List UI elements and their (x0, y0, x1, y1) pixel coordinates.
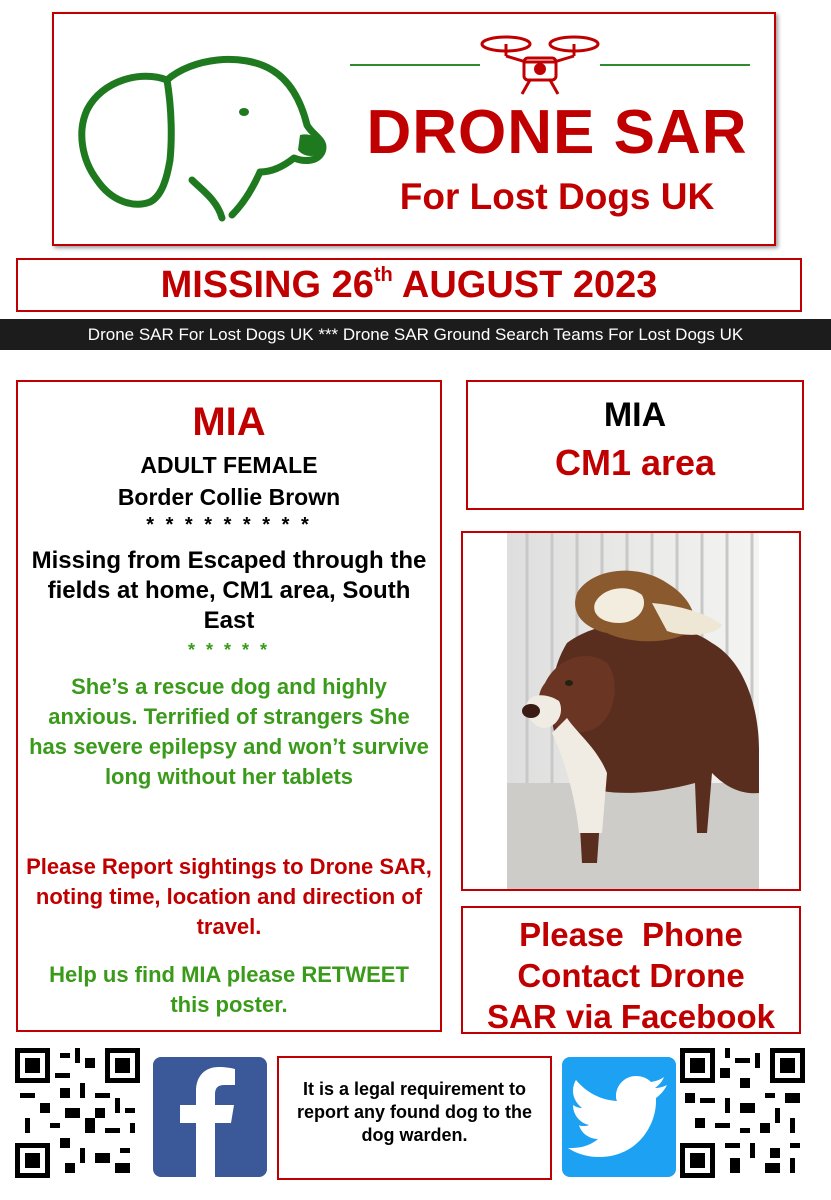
report-instructions: Please Report sightings to Drone SAR, noting time, location and direction of travel. (26, 854, 432, 939)
retweet-request: Help us find MIA please RETWEET this poster. (49, 962, 409, 1017)
pet-age-sex: ADULT FEMALE (140, 452, 318, 478)
separator-stars: * * * * * * * * * (146, 514, 312, 536)
contact-line-3: SAR via Facebook (487, 998, 775, 1035)
divider-line-left (350, 64, 480, 66)
legal-notice-box (277, 1056, 552, 1180)
details-panel (16, 380, 442, 1032)
contact-line-1: Please Phone (519, 916, 743, 953)
pet-name: MIA (192, 400, 266, 444)
missing-date-suffix: AUGUST 2023 (392, 264, 658, 306)
summary-name: MIA (603, 396, 667, 434)
summary-box (466, 380, 804, 510)
missing-location: Missing from Escaped through the fields at home, CM1 area, South East (31, 547, 427, 634)
brand-subtitle: For Lost Dogs UK (399, 176, 715, 217)
contact-text (463, 914, 799, 1037)
pet-breed: Border Collie Brown (117, 484, 341, 510)
dog-logo-icon (72, 40, 332, 225)
missing-date-banner (16, 258, 802, 312)
photo-frame (461, 531, 801, 891)
qr-code-icon[interactable] (680, 1048, 805, 1178)
contact-line-2: Contact Drone (517, 957, 745, 994)
drone-icon (478, 30, 602, 100)
contact-box (461, 906, 801, 1034)
facebook-icon[interactable] (153, 1057, 267, 1177)
missing-date-ordinal: th (373, 264, 393, 286)
separator-stars-green: * * * * * (187, 640, 271, 660)
dog-photo (507, 533, 759, 889)
brand-title: DRONE SAR (366, 98, 748, 167)
ticker-bar: Drone SAR For Lost Dogs UK *** Drone SAR Ground Search Teams For Lost Dogs UK (0, 319, 831, 350)
twitter-icon[interactable] (562, 1057, 676, 1177)
summary-area: CM1 area (554, 442, 716, 483)
divider-line-right (600, 64, 750, 66)
missing-date-prefix: MISSING 26 (160, 264, 374, 306)
qr-code-icon[interactable] (15, 1048, 140, 1178)
pet-description: She’s a rescue dog and highly anxious. Terrified of strangers She has severe epilepsy and won’t survive long without her tablets (29, 674, 429, 789)
legal-notice: It is a legal requirement to report any found dog to the dog warden. (297, 1079, 532, 1145)
missing-date-text (18, 260, 800, 310)
